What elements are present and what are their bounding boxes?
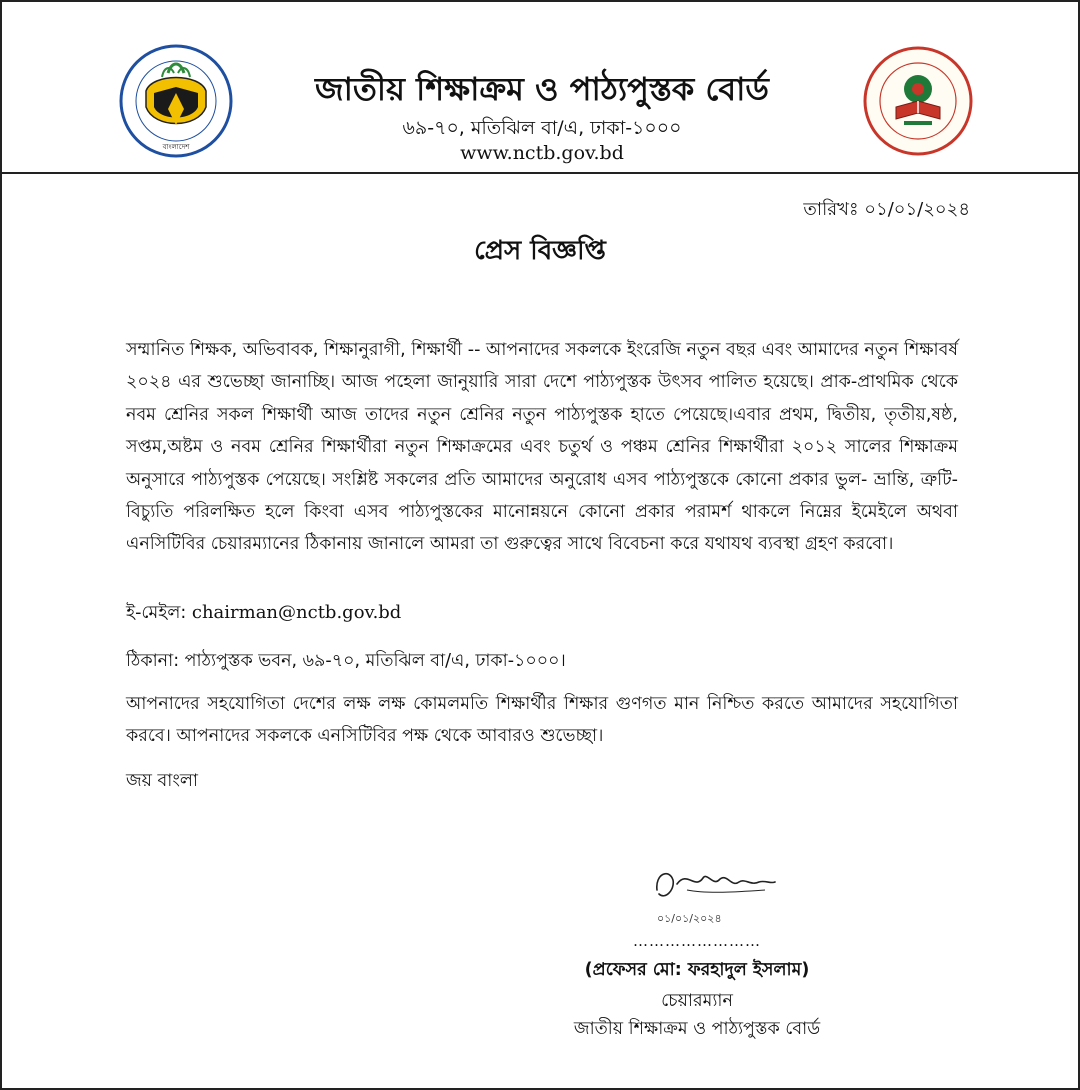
organization-address: ৬৯-৭০, মতিঝিল বা/এ, ঢাকা-১০০০ <box>402 117 682 139</box>
letterhead <box>2 2 1078 174</box>
main-paragraph <box>126 334 958 561</box>
date-line: তারিখঃ ০১/০১/২০২৪ <box>803 199 970 220</box>
closing-paragraph <box>126 688 958 753</box>
email-label: ই-মেইল: <box>126 603 187 623</box>
address-line: ঠিকানা: পাঠ্যপুস্তক ভবন, ৬৯-৭০, মতিঝিল বা/এ, ঢাকা-১০০০। <box>126 651 566 671</box>
document-title: প্রেস বিজ্ঞপ্তি <box>474 236 606 266</box>
handwritten-signature <box>647 860 787 910</box>
signer-name: (প্রফেসর মো: ফরহাদুল ইসলাম) <box>584 960 810 980</box>
campaign-emblem-icon <box>862 45 974 157</box>
closing-salutation: জয় বাংলা <box>126 771 198 791</box>
paragraph-intro: সম্মানিত শিক্ষক, অভিবাবক, শিক্ষানুরাগী, শিক্ষার্থী -- আপনাদের সকলকে ইংরেজি নতুন বছর এবং আমাদের নতুন শিক্ষাবর্ষ ২০২৪ এর শুভেচ্ছা জানাচ্ছি। আজ পহেলা জানুয়ারি সারা দেশে পাঠ্যপুস্তক উৎসব পালিত হয়েছে। প্রাক-প্রাথমিক থেকে নবম শ্রেনির সকল শিক্ষার্থী আজ তাদের নতুন শ্রেনির নতুন পাঠ্যপুস্তক হাতে পেয়েছে।এবার প্রথম, দ্বিতীয়, তৃতীয়,ষষ্ঠ, সপ্তম,অষ্টম ও নবম শ্রেনির শিক্ষার্থীরা নতুন শিক্ষাক্রমের এবং চতুর্থ ও পঞ্চম শ্রেনির শিক্ষার্থীরা ২০১২ সালের শিক্ষাক্রম অনুসারে পাঠ্যপুস্তক পেয়েছে। সংশ্লিষ্ট সকলের প্রতি আমাদের অনুরোধ এসব পাঠ্যপুস্তকে কোনো প্রকার ভুল- ভ্রান্তি, ত্রুটি-বিচ্যুতি পরিলক্ষিত হলে কিংবা এসব পাঠ্যপুস্তকের মানোন্নয়নে কোনো প্রকার পরামর্শ থাকলে নিম্নের ইমেইলে অথবা এনসিটিবির চেয়ারম্যানের ঠিকানায় জানালে আমরা তা গুরুত্বের সাথে বিবেচনা করে যথাযথ ব্যবস্থা গ্রহণ করবো। <box>126 340 958 555</box>
signer-designation: চেয়ারম্যান <box>661 991 733 1011</box>
svg-text:বাংলাদেশ: বাংলাদেশ <box>162 143 190 151</box>
organization-website: www.nctb.gov.bd <box>460 142 624 164</box>
email-address: chairman@nctb.gov.bd <box>191 602 402 623</box>
organization-title: জাতীয় শিক্ষাক্রম ও পাঠ্যপুস্তক বোর্ড <box>315 70 769 108</box>
email-row <box>126 600 401 629</box>
signature-dotted-line: …………………… <box>633 932 761 950</box>
signature-date: ০১/০১/২০২৪ <box>657 912 722 925</box>
nctb-emblem-icon <box>118 43 234 159</box>
paragraph-cooperation: আপনাদের সহযোগিতা দেশের লক্ষ লক্ষ কোমলমতি শিক্ষার্থীর শিক্ষার গুণগত মান নিশ্চিত করতে আমাদের সহযোগিতা করবে। আপনাদের সকলকে এনসিটিবির পক্ষ থেকে আবারও শুভেচ্ছা। <box>126 694 958 747</box>
signer-organization: জাতীয় শিক্ষাক্রম ও পাঠ্যপুস্তক বোর্ড <box>573 1019 821 1039</box>
